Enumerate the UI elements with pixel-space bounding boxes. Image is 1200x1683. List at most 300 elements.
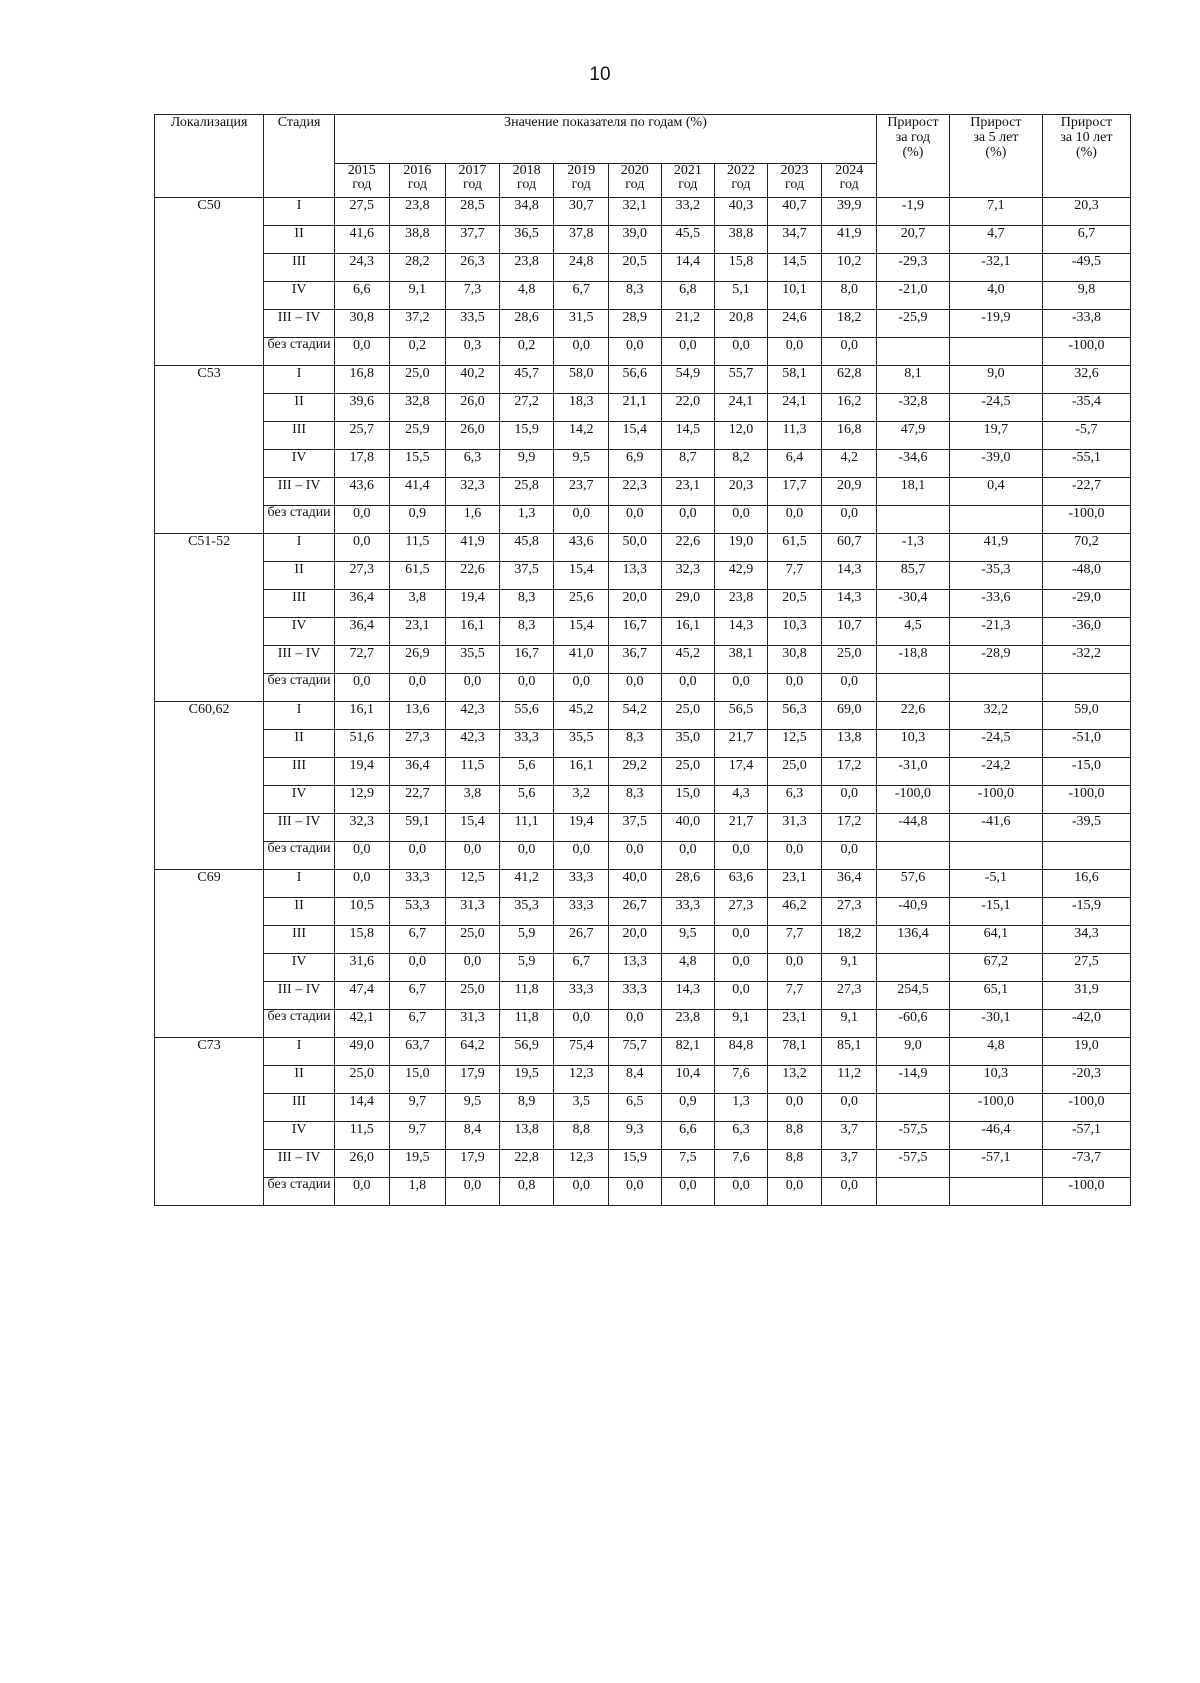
value-cell: 0,0 bbox=[499, 674, 554, 702]
table-row bbox=[155, 534, 1131, 562]
growth-g5-cell: -41,6 bbox=[949, 814, 1042, 842]
value-cell: 11,5 bbox=[389, 534, 446, 562]
value-cell: 3,2 bbox=[554, 786, 609, 814]
value-cell: 18,2 bbox=[822, 926, 877, 954]
growth-g10-cell: -29,0 bbox=[1042, 590, 1130, 618]
growth-g5-cell: 9,0 bbox=[949, 366, 1042, 394]
growth-g10-cell bbox=[1042, 842, 1130, 870]
value-cell: 11,5 bbox=[334, 1122, 389, 1150]
value-cell: 43,6 bbox=[554, 534, 609, 562]
value-cell: 0,9 bbox=[389, 506, 446, 534]
table-row bbox=[155, 422, 1131, 450]
value-cell: 22,7 bbox=[389, 786, 446, 814]
value-cell: 25,0 bbox=[661, 702, 715, 730]
value-cell: 7,7 bbox=[767, 562, 822, 590]
value-cell: 72,7 bbox=[334, 646, 389, 674]
stage-cell: III – IV bbox=[264, 478, 335, 506]
value-cell: 0,0 bbox=[446, 842, 500, 870]
value-cell: 0,0 bbox=[715, 1178, 768, 1206]
value-cell: 41,4 bbox=[389, 478, 446, 506]
growth-g10-cell: -100,0 bbox=[1042, 1178, 1130, 1206]
growth-g5-cell: 4,0 bbox=[949, 282, 1042, 310]
stage-cell: без стадии bbox=[264, 506, 335, 534]
value-cell: 7,6 bbox=[715, 1150, 768, 1178]
value-cell: 38,8 bbox=[715, 226, 768, 254]
value-cell: 59,1 bbox=[389, 814, 446, 842]
value-cell: 0,0 bbox=[767, 338, 822, 366]
value-cell: 0,0 bbox=[767, 674, 822, 702]
value-cell: 3,7 bbox=[822, 1122, 877, 1150]
value-cell: 0,0 bbox=[661, 338, 715, 366]
value-cell: 0,0 bbox=[608, 674, 661, 702]
growth-g5-cell: -21,3 bbox=[949, 618, 1042, 646]
value-cell: 11,8 bbox=[499, 1010, 554, 1038]
value-cell: 26,0 bbox=[334, 1150, 389, 1178]
value-cell: 7,6 bbox=[715, 1066, 768, 1094]
value-cell: 27,3 bbox=[715, 898, 768, 926]
value-cell: 25,7 bbox=[334, 422, 389, 450]
value-cell: 33,3 bbox=[499, 730, 554, 758]
value-cell: 0,3 bbox=[446, 338, 500, 366]
value-cell: 24,8 bbox=[554, 254, 609, 282]
value-cell: 10,7 bbox=[822, 618, 877, 646]
value-cell: 13,2 bbox=[767, 1066, 822, 1094]
growth-g10-cell: -15,9 bbox=[1042, 898, 1130, 926]
value-cell: 10,2 bbox=[822, 254, 877, 282]
value-cell: 8,8 bbox=[767, 1122, 822, 1150]
value-cell: 14,5 bbox=[661, 422, 715, 450]
growth-g5-cell: -15,1 bbox=[949, 898, 1042, 926]
value-cell: 0,0 bbox=[715, 926, 768, 954]
growth-g10-cell: 20,3 bbox=[1042, 198, 1130, 226]
table-row bbox=[155, 730, 1131, 758]
localization-cell: С60,62 bbox=[155, 702, 264, 870]
value-cell: 0,0 bbox=[661, 842, 715, 870]
growth-g5-cell bbox=[949, 1178, 1042, 1206]
stage-cell: без стадии bbox=[264, 842, 335, 870]
table-body bbox=[155, 198, 1131, 1206]
growth-g5-cell: -5,1 bbox=[949, 870, 1042, 898]
stage-cell: I bbox=[264, 702, 335, 730]
value-cell: 56,9 bbox=[499, 1038, 554, 1066]
value-cell: 0,0 bbox=[767, 842, 822, 870]
table-row bbox=[155, 1150, 1131, 1178]
growth-g1-cell: -18,8 bbox=[877, 646, 950, 674]
value-cell: 21,2 bbox=[661, 310, 715, 338]
value-cell: 36,4 bbox=[334, 618, 389, 646]
growth-g10-cell: -48,0 bbox=[1042, 562, 1130, 590]
value-cell: 30,7 bbox=[554, 198, 609, 226]
year-header-2015: 2015 год bbox=[334, 164, 389, 198]
value-cell: 0,0 bbox=[822, 338, 877, 366]
value-cell: 11,3 bbox=[767, 422, 822, 450]
value-cell: 0,0 bbox=[822, 786, 877, 814]
growth-g1-cell: 254,5 bbox=[877, 982, 950, 1010]
value-cell: 33,2 bbox=[661, 198, 715, 226]
table-row bbox=[155, 366, 1131, 394]
growth-g1-cell: 8,1 bbox=[877, 366, 950, 394]
value-cell: 21,1 bbox=[608, 394, 661, 422]
value-cell: 15,4 bbox=[554, 618, 609, 646]
growth-g10-cell: 34,3 bbox=[1042, 926, 1130, 954]
value-cell: 4,2 bbox=[822, 450, 877, 478]
value-cell: 36,4 bbox=[822, 870, 877, 898]
growth-g10-cell: -73,7 bbox=[1042, 1150, 1130, 1178]
value-cell: 8,8 bbox=[767, 1150, 822, 1178]
growth-g5-cell: -57,1 bbox=[949, 1150, 1042, 1178]
value-cell: 19,4 bbox=[334, 758, 389, 786]
value-cell: 0,2 bbox=[499, 338, 554, 366]
value-cell: 25,0 bbox=[389, 366, 446, 394]
growth-g5-cell: -39,0 bbox=[949, 450, 1042, 478]
growth-g1-cell: 85,7 bbox=[877, 562, 950, 590]
header-stage: Стадия bbox=[264, 115, 335, 198]
value-cell: 26,0 bbox=[446, 422, 500, 450]
value-cell: 45,8 bbox=[499, 534, 554, 562]
growth-g10-cell: -49,5 bbox=[1042, 254, 1130, 282]
value-cell: 22,0 bbox=[661, 394, 715, 422]
value-cell: 45,2 bbox=[554, 702, 609, 730]
value-cell: 23,7 bbox=[554, 478, 609, 506]
value-cell: 56,3 bbox=[767, 702, 822, 730]
table-row bbox=[155, 1066, 1131, 1094]
year-header-2016: 2016 год bbox=[389, 164, 446, 198]
value-cell: 0,0 bbox=[661, 1178, 715, 1206]
value-cell: 61,5 bbox=[767, 534, 822, 562]
value-cell: 0,0 bbox=[767, 954, 822, 982]
table-row bbox=[155, 254, 1131, 282]
value-cell: 28,9 bbox=[608, 310, 661, 338]
value-cell: 16,1 bbox=[554, 758, 609, 786]
value-cell: 17,4 bbox=[715, 758, 768, 786]
stage-cell: II bbox=[264, 394, 335, 422]
value-cell: 10,3 bbox=[767, 618, 822, 646]
growth-g5-cell: 0,4 bbox=[949, 478, 1042, 506]
value-cell: 9,5 bbox=[554, 450, 609, 478]
header-values-group: Значение показателя по годам (%) bbox=[334, 115, 876, 164]
value-cell: 0,0 bbox=[389, 954, 446, 982]
value-cell: 61,5 bbox=[389, 562, 446, 590]
value-cell: 0,0 bbox=[822, 1178, 877, 1206]
table-row bbox=[155, 786, 1131, 814]
value-cell: 25,8 bbox=[499, 478, 554, 506]
growth-g5-cell bbox=[949, 506, 1042, 534]
value-cell: 17,7 bbox=[767, 478, 822, 506]
stage-cell: II bbox=[264, 226, 335, 254]
value-cell: 15,9 bbox=[499, 422, 554, 450]
growth-g10-cell: -42,0 bbox=[1042, 1010, 1130, 1038]
stage-cell: III bbox=[264, 254, 335, 282]
value-cell: 6,4 bbox=[767, 450, 822, 478]
value-cell: 13,6 bbox=[389, 702, 446, 730]
growth-g10-cell bbox=[1042, 674, 1130, 702]
growth-g1-cell: -25,9 bbox=[877, 310, 950, 338]
value-cell: 84,8 bbox=[715, 1038, 768, 1066]
growth-g1-cell bbox=[877, 1178, 950, 1206]
value-cell: 40,0 bbox=[661, 814, 715, 842]
value-cell: 12,0 bbox=[715, 422, 768, 450]
value-cell: 0,0 bbox=[389, 674, 446, 702]
growth-g1-cell: 4,5 bbox=[877, 618, 950, 646]
growth-g1-cell bbox=[877, 506, 950, 534]
value-cell: 33,3 bbox=[554, 870, 609, 898]
value-cell: 41,9 bbox=[446, 534, 500, 562]
table-row bbox=[155, 1010, 1131, 1038]
value-cell: 0,0 bbox=[499, 842, 554, 870]
stage-cell: IV bbox=[264, 1122, 335, 1150]
value-cell: 9,1 bbox=[822, 954, 877, 982]
value-cell: 19,5 bbox=[389, 1150, 446, 1178]
value-cell: 17,9 bbox=[446, 1066, 500, 1094]
value-cell: 32,1 bbox=[608, 198, 661, 226]
value-cell: 36,7 bbox=[608, 646, 661, 674]
stage-cell: III bbox=[264, 926, 335, 954]
value-cell: 53,3 bbox=[389, 898, 446, 926]
value-cell: 15,5 bbox=[389, 450, 446, 478]
localization-cell: С51-52 bbox=[155, 534, 264, 702]
value-cell: 0,2 bbox=[389, 338, 446, 366]
value-cell: 8,2 bbox=[715, 450, 768, 478]
growth-g1-cell: -57,5 bbox=[877, 1150, 950, 1178]
growth-g1-cell: -29,3 bbox=[877, 254, 950, 282]
growth-g10-cell: 9,8 bbox=[1042, 282, 1130, 310]
value-cell: 41,6 bbox=[334, 226, 389, 254]
table-row bbox=[155, 954, 1131, 982]
value-cell: 40,2 bbox=[446, 366, 500, 394]
value-cell: 33,3 bbox=[554, 898, 609, 926]
growth-g5-cell: -33,6 bbox=[949, 590, 1042, 618]
table-row bbox=[155, 226, 1131, 254]
value-cell: 41,9 bbox=[822, 226, 877, 254]
value-cell: 7,7 bbox=[767, 982, 822, 1010]
value-cell: 10,4 bbox=[661, 1066, 715, 1094]
value-cell: 15,8 bbox=[715, 254, 768, 282]
value-cell: 0,0 bbox=[608, 1010, 661, 1038]
value-cell: 27,2 bbox=[499, 394, 554, 422]
value-cell: 6,7 bbox=[389, 926, 446, 954]
value-cell: 33,3 bbox=[389, 870, 446, 898]
growth-g1-cell: -30,4 bbox=[877, 590, 950, 618]
value-cell: 24,3 bbox=[334, 254, 389, 282]
stage-cell: III – IV bbox=[264, 814, 335, 842]
value-cell: 8,8 bbox=[554, 1122, 609, 1150]
value-cell: 37,5 bbox=[608, 814, 661, 842]
value-cell: 33,3 bbox=[608, 982, 661, 1010]
value-cell: 15,8 bbox=[334, 926, 389, 954]
growth-g10-cell: 70,2 bbox=[1042, 534, 1130, 562]
growth-g10-cell: -100,0 bbox=[1042, 1094, 1130, 1122]
growth-g10-cell: -57,1 bbox=[1042, 1122, 1130, 1150]
value-cell: 47,4 bbox=[334, 982, 389, 1010]
value-cell: 0,0 bbox=[715, 982, 768, 1010]
value-cell: 7,5 bbox=[661, 1150, 715, 1178]
localization-cell: С53 bbox=[155, 366, 264, 534]
value-cell: 20,5 bbox=[608, 254, 661, 282]
value-cell: 13,8 bbox=[499, 1122, 554, 1150]
value-cell: 25,0 bbox=[446, 926, 500, 954]
value-cell: 5,6 bbox=[499, 758, 554, 786]
growth-g5-cell: -28,9 bbox=[949, 646, 1042, 674]
value-cell: 0,8 bbox=[499, 1178, 554, 1206]
value-cell: 63,6 bbox=[715, 870, 768, 898]
table-row bbox=[155, 1122, 1131, 1150]
value-cell: 37,8 bbox=[554, 226, 609, 254]
growth-g1-cell: -31,0 bbox=[877, 758, 950, 786]
value-cell: 23,1 bbox=[389, 618, 446, 646]
value-cell: 26,9 bbox=[389, 646, 446, 674]
stage-cell: II bbox=[264, 730, 335, 758]
value-cell: 13,8 bbox=[822, 730, 877, 758]
value-cell: 23,1 bbox=[767, 1010, 822, 1038]
value-cell: 33,3 bbox=[661, 898, 715, 926]
growth-g10-cell: -35,4 bbox=[1042, 394, 1130, 422]
value-cell: 6,7 bbox=[389, 1010, 446, 1038]
value-cell: 58,1 bbox=[767, 366, 822, 394]
value-cell: 10,5 bbox=[334, 898, 389, 926]
growth-g5-cell: 7,1 bbox=[949, 198, 1042, 226]
growth-g5-cell bbox=[949, 338, 1042, 366]
value-cell: 45,5 bbox=[661, 226, 715, 254]
value-cell: 0,0 bbox=[389, 842, 446, 870]
value-cell: 4,3 bbox=[715, 786, 768, 814]
growth-g10-cell: -100,0 bbox=[1042, 506, 1130, 534]
value-cell: 5,9 bbox=[499, 926, 554, 954]
value-cell: 8,3 bbox=[499, 590, 554, 618]
value-cell: 0,0 bbox=[608, 842, 661, 870]
value-cell: 9,5 bbox=[446, 1094, 500, 1122]
growth-g1-cell bbox=[877, 842, 950, 870]
stage-cell: I bbox=[264, 870, 335, 898]
growth-g5-cell: -24,5 bbox=[949, 730, 1042, 758]
growth-g1-cell: 18,1 bbox=[877, 478, 950, 506]
growth-g10-cell: -100,0 bbox=[1042, 338, 1130, 366]
table-row bbox=[155, 394, 1131, 422]
growth-g1-cell: -34,6 bbox=[877, 450, 950, 478]
value-cell: 0,0 bbox=[608, 1178, 661, 1206]
value-cell: 27,3 bbox=[822, 982, 877, 1010]
value-cell: 29,0 bbox=[661, 590, 715, 618]
stage-cell: I bbox=[264, 198, 335, 226]
value-cell: 36,4 bbox=[389, 758, 446, 786]
growth-g10-cell: -100,0 bbox=[1042, 786, 1130, 814]
table-row bbox=[155, 618, 1131, 646]
value-cell: 14,3 bbox=[822, 562, 877, 590]
year-header-2018: 2018 год bbox=[499, 164, 554, 198]
value-cell: 25,0 bbox=[446, 982, 500, 1010]
growth-g1-cell: -57,5 bbox=[877, 1122, 950, 1150]
value-cell: 15,4 bbox=[554, 562, 609, 590]
value-cell: 13,3 bbox=[608, 562, 661, 590]
table-row bbox=[155, 198, 1131, 226]
value-cell: 9,1 bbox=[389, 282, 446, 310]
value-cell: 33,3 bbox=[554, 982, 609, 1010]
value-cell: 35,3 bbox=[499, 898, 554, 926]
value-cell: 12,3 bbox=[554, 1150, 609, 1178]
value-cell: 0,0 bbox=[715, 506, 768, 534]
year-header-2023: 2023 год bbox=[767, 164, 822, 198]
growth-g5-cell bbox=[949, 842, 1042, 870]
growth-g1-cell: -40,9 bbox=[877, 898, 950, 926]
growth-g1-cell: 20,7 bbox=[877, 226, 950, 254]
stage-cell: I bbox=[264, 1038, 335, 1066]
stage-cell: III bbox=[264, 422, 335, 450]
value-cell: 17,2 bbox=[822, 814, 877, 842]
growth-g10-cell: 16,6 bbox=[1042, 870, 1130, 898]
value-cell: 20,5 bbox=[767, 590, 822, 618]
value-cell: 14,3 bbox=[661, 982, 715, 1010]
value-cell: 20,0 bbox=[608, 926, 661, 954]
value-cell: 14,3 bbox=[822, 590, 877, 618]
value-cell: 17,8 bbox=[334, 450, 389, 478]
growth-g10-cell: -22,7 bbox=[1042, 478, 1130, 506]
table-row bbox=[155, 1094, 1131, 1122]
value-cell: 6,3 bbox=[715, 1122, 768, 1150]
value-cell: 5,9 bbox=[499, 954, 554, 982]
value-cell: 8,0 bbox=[822, 282, 877, 310]
value-cell: 12,3 bbox=[554, 1066, 609, 1094]
value-cell: 24,6 bbox=[767, 310, 822, 338]
value-cell: 0,0 bbox=[661, 506, 715, 534]
value-cell: 54,9 bbox=[661, 366, 715, 394]
value-cell: 45,2 bbox=[661, 646, 715, 674]
value-cell: 8,3 bbox=[608, 282, 661, 310]
value-cell: 39,0 bbox=[608, 226, 661, 254]
value-cell: 0,0 bbox=[608, 338, 661, 366]
stage-cell: II bbox=[264, 1066, 335, 1094]
growth-g5-cell: -24,2 bbox=[949, 758, 1042, 786]
value-cell: 8,7 bbox=[661, 450, 715, 478]
value-cell: 8,3 bbox=[608, 730, 661, 758]
value-cell: 26,7 bbox=[608, 898, 661, 926]
growth-g10-cell: -36,0 bbox=[1042, 618, 1130, 646]
value-cell: 5,6 bbox=[499, 786, 554, 814]
value-cell: 0,0 bbox=[822, 1094, 877, 1122]
value-cell: 40,7 bbox=[767, 198, 822, 226]
table-row bbox=[155, 282, 1131, 310]
growth-g1-cell: 22,6 bbox=[877, 702, 950, 730]
value-cell: 36,5 bbox=[499, 226, 554, 254]
value-cell: 31,3 bbox=[446, 898, 500, 926]
value-cell: 28,5 bbox=[446, 198, 500, 226]
table-row bbox=[155, 310, 1131, 338]
growth-g1-cell: -44,8 bbox=[877, 814, 950, 842]
value-cell: 0,0 bbox=[446, 954, 500, 982]
value-cell: 11,1 bbox=[499, 814, 554, 842]
value-cell: 0,0 bbox=[767, 1178, 822, 1206]
stage-cell: III – IV bbox=[264, 310, 335, 338]
value-cell: 26,0 bbox=[446, 394, 500, 422]
value-cell: 6,6 bbox=[334, 282, 389, 310]
table-row bbox=[155, 982, 1131, 1010]
value-cell: 6,8 bbox=[661, 282, 715, 310]
growth-g10-cell: 6,7 bbox=[1042, 226, 1130, 254]
value-cell: 26,7 bbox=[554, 926, 609, 954]
value-cell: 31,3 bbox=[446, 1010, 500, 1038]
value-cell: 25,0 bbox=[661, 758, 715, 786]
value-cell: 0,0 bbox=[554, 1010, 609, 1038]
value-cell: 11,5 bbox=[446, 758, 500, 786]
indicator-table bbox=[154, 114, 1131, 1206]
value-cell: 28,6 bbox=[661, 870, 715, 898]
value-cell: 75,7 bbox=[608, 1038, 661, 1066]
value-cell: 37,5 bbox=[499, 562, 554, 590]
value-cell: 49,0 bbox=[334, 1038, 389, 1066]
value-cell: 62,8 bbox=[822, 366, 877, 394]
growth-g5-cell: -24,5 bbox=[949, 394, 1042, 422]
growth-g1-cell bbox=[877, 338, 950, 366]
value-cell: 14,4 bbox=[661, 254, 715, 282]
value-cell: 28,6 bbox=[499, 310, 554, 338]
